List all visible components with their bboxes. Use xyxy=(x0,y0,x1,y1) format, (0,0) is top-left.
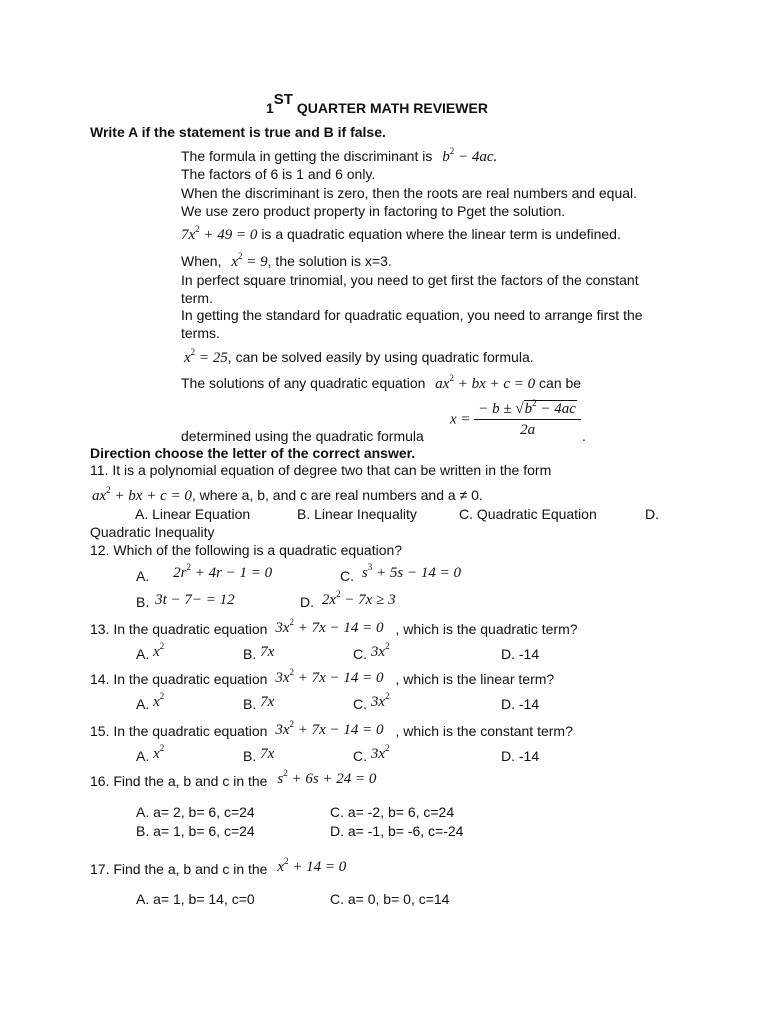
question-12-option-d: D. $2x^2 - 7x \ge 3$ xyxy=(300,589,396,610)
question-11-option-d: D. xyxy=(645,506,659,522)
question-12-option-a: A. $2r^2 + 4r - 1 = 0$ xyxy=(136,562,273,584)
statement-10-line-2: determined using the quadratic formula xyxy=(181,428,424,444)
question-14-option-c: C. $3x^2$ xyxy=(353,691,390,712)
statement-7-line-1: In perfect square trinomial, you need to get first the factors of the constant xyxy=(181,272,639,288)
question-16-option-b: B. a= 1, b= 6, c=24 xyxy=(136,823,255,839)
direction-instructions: Direction choose the letter of the correct answer. xyxy=(90,445,416,461)
statement-2: The factors of 6 is 1 and 6 only. xyxy=(181,166,376,182)
statement-9: $x^2 = 25$, can be solved easily by using quadratic formula. xyxy=(184,347,534,366)
question-11-equation: $ax^2$ + bx + c = 0 xyxy=(92,485,192,504)
question-13-option-c: C. $3x^2$ xyxy=(353,641,390,662)
statement-5: $7x^2 + 49 = 0$ is a quadratic equation where the linear term is undefined. xyxy=(181,224,621,243)
question-11-option-a: A. Linear Equation xyxy=(135,506,251,522)
question-12: 12. Which of the following is a quadratic equation? xyxy=(90,542,403,558)
question-11: 11. It is a polynomial equation of degree two that can be written in the form xyxy=(90,462,552,478)
statement-8-line-2: terms. xyxy=(181,325,220,341)
question-15-option-d: D. -14 xyxy=(501,748,540,764)
statement-9-equation: $x^2 = 25$ xyxy=(184,347,228,366)
question-16-option-d: D. a= -1, b= -6, c=-24 xyxy=(330,823,464,839)
discriminant-formula: $b^2 - 4ac$. xyxy=(442,146,498,165)
question-15: 15. In the quadratic equation $3x^2 + 7x - 14 = 0$ , which is the constant term? xyxy=(90,719,573,739)
question-13-option-a: A. $x^2$ xyxy=(136,641,165,662)
general-quadratic-equation: $ax^2$ + bx + c = 0 xyxy=(435,373,536,392)
statement-6: When, $x^2 = 9$, the solution is x=3. xyxy=(181,251,392,270)
question-17-option-a: A. a= 1, b= 14, c=0 xyxy=(136,891,255,907)
statement-10-line-1: The solutions of any quadratic equation $ax^2$ + bx + c = 0 can be xyxy=(181,373,582,392)
question-17-option-c: C. a= 0, b= 0, c=14 xyxy=(330,891,450,907)
question-16-option-c: C. a= -2, b= 6, c=24 xyxy=(330,804,455,820)
question-12-option-b: B. 3t − 7− = 12 xyxy=(136,592,235,610)
question-11-line-2: $ax^2$ + bx + c = 0, where a, b, and c are real numbers and a ≠ 0. xyxy=(92,485,483,504)
question-15-option-c: C. $3x^2$ xyxy=(353,743,390,764)
statement-10-end: . xyxy=(582,428,586,444)
question-16: 16. Find the a, b and c in the $s^2 + 6s + 24 = 0$ xyxy=(90,768,377,789)
question-11-option-d-cont: Quadratic Inequality xyxy=(90,524,215,540)
question-16-option-a: A. a= 2, b= 6, c=24 xyxy=(136,804,255,820)
page-title: 1ST QUARTER MATH REVIEWER xyxy=(266,91,488,116)
question-15-option-b: B. 7x xyxy=(243,746,275,764)
question-11-option-c: C. Quadratic Equation xyxy=(459,506,597,522)
question-12-option-c: C. $s^3 + 5s - 14 = 0$ xyxy=(340,562,461,584)
statement-1: The formula in getting the discriminant is $b^2 - 4ac$. xyxy=(181,146,498,165)
question-11-option-b: B. Linear Inequality xyxy=(297,506,417,522)
question-15-option-a: A. $x^2$ xyxy=(136,743,165,764)
question-14-option-a: A. $x^2$ xyxy=(136,691,165,712)
question-14-option-d: D. -14 xyxy=(501,696,540,712)
quadratic-formula-fraction: $\frac{- b \pm √b^2 - 4ac}{2a}$ xyxy=(474,401,581,439)
question-17: 17. Find the a, b and c in the $x^2 + 14 = 0$ xyxy=(90,856,347,877)
statement-4: We use zero product property in factoring to Pget the solution. xyxy=(181,203,566,219)
question-14-option-b: B. 7x xyxy=(243,694,275,712)
quadratic-formula: x = $\frac{- b \pm √b^2 - 4ac}{2a}$ xyxy=(450,401,581,439)
question-14: 14. In the quadratic equation $3x^2 + 7x - 14 = 0$ , which is the linear term? xyxy=(90,667,555,687)
statement-8-line-1: In getting the standard for quadratic equation, you need to arrange first the xyxy=(181,307,643,323)
statement-5-equation: $7x^2 + 49 = 0$ xyxy=(181,224,258,243)
true-false-instructions: Write A if the statement is true and B if false. xyxy=(90,124,386,140)
statement-7-line-2: term. xyxy=(181,290,213,306)
question-13-option-b: B. 7x xyxy=(243,644,275,662)
statement-6-equation: $x^2 = 9$ xyxy=(231,251,268,270)
question-13-option-d: D. -14 xyxy=(501,646,540,662)
question-13: 13. In the quadratic equation $3x^2 + 7x - 14 = 0$ , which is the quadratic term? xyxy=(90,617,578,637)
statement-3: When the discriminant is zero, then the roots are real numbers and equal. xyxy=(181,185,638,201)
